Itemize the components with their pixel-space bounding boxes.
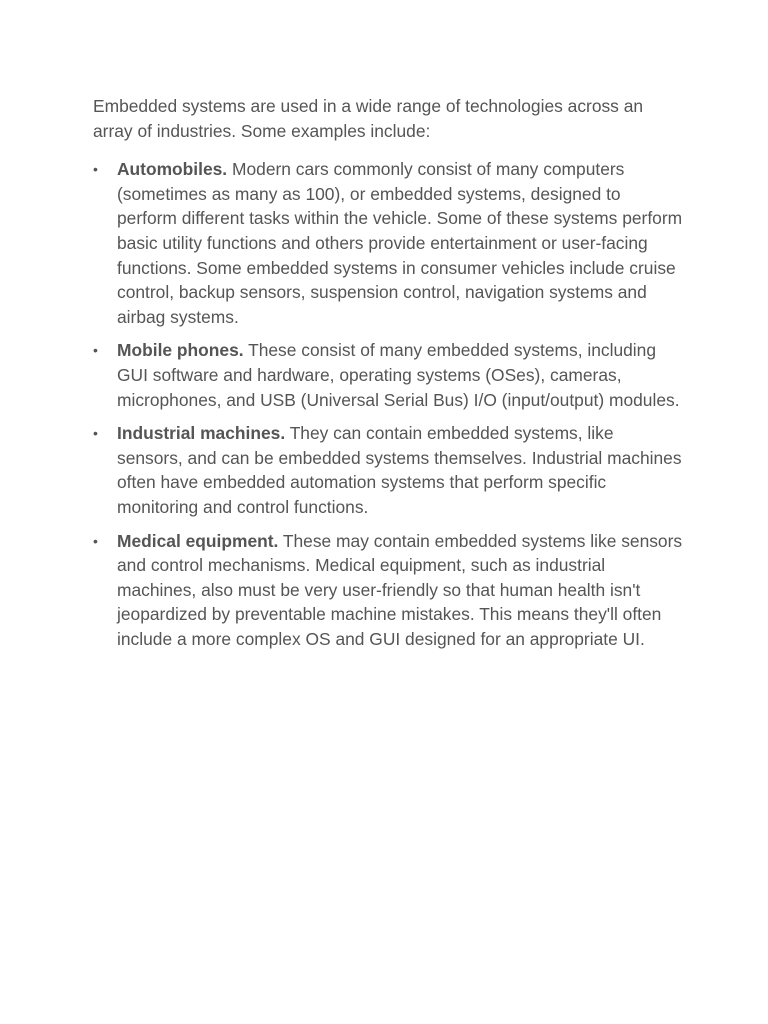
bullet-icon: • [93, 342, 98, 359]
intro-paragraph: Embedded systems are used in a wide range of technologies across an array of industries. Some examples include: [93, 96, 644, 141]
bullet-icon: • [93, 425, 98, 442]
list-item [93, 529, 683, 652]
examples-list [93, 157, 683, 651]
item-text: Modern cars commonly consist of many computers (sometimes as many as 100), or embedded systems, designed to perform different tasks within the vehicle. Some of these systems perform basic utility functions and others provide entertainment or user-facing functions. Some embedded systems in consumer vehicles include cruise control, backup sensors, suspension control, navigation systems and airbag systems. [117, 159, 683, 327]
item-term: Medical equipment. [117, 530, 279, 551]
bullet-icon: • [93, 532, 98, 549]
list-item [93, 338, 683, 412]
item-term: Industrial machines. [117, 423, 286, 444]
item-term: Mobile phones. [117, 340, 244, 361]
bullet-icon: • [93, 161, 98, 178]
item-term: Automobiles. [117, 159, 228, 180]
item-text: These may contain embedded systems like sensors and control mechanisms. Medical equipment, such as industrial machines, also must be very user-friendly so that human health isn't jeopardized by preventable machine mistakes. This means they'll often include a more complex OS and GUI designed for an appropriate UI. [117, 530, 683, 649]
list-item [93, 157, 683, 329]
list-item [93, 421, 683, 519]
item-text: These consist of many embedded systems, including GUI software and hardware, operating systems (OSes), cameras, microphones, and USB (Universal Serial Bus) I/O (input/output) modules. [117, 340, 680, 410]
document-body [93, 94, 683, 660]
item-text: They can contain embedded systems, like sensors, and can be embedded systems themselves. Industrial machines often have embedded automation systems that perform specific monitoring and control functions. [117, 423, 682, 517]
